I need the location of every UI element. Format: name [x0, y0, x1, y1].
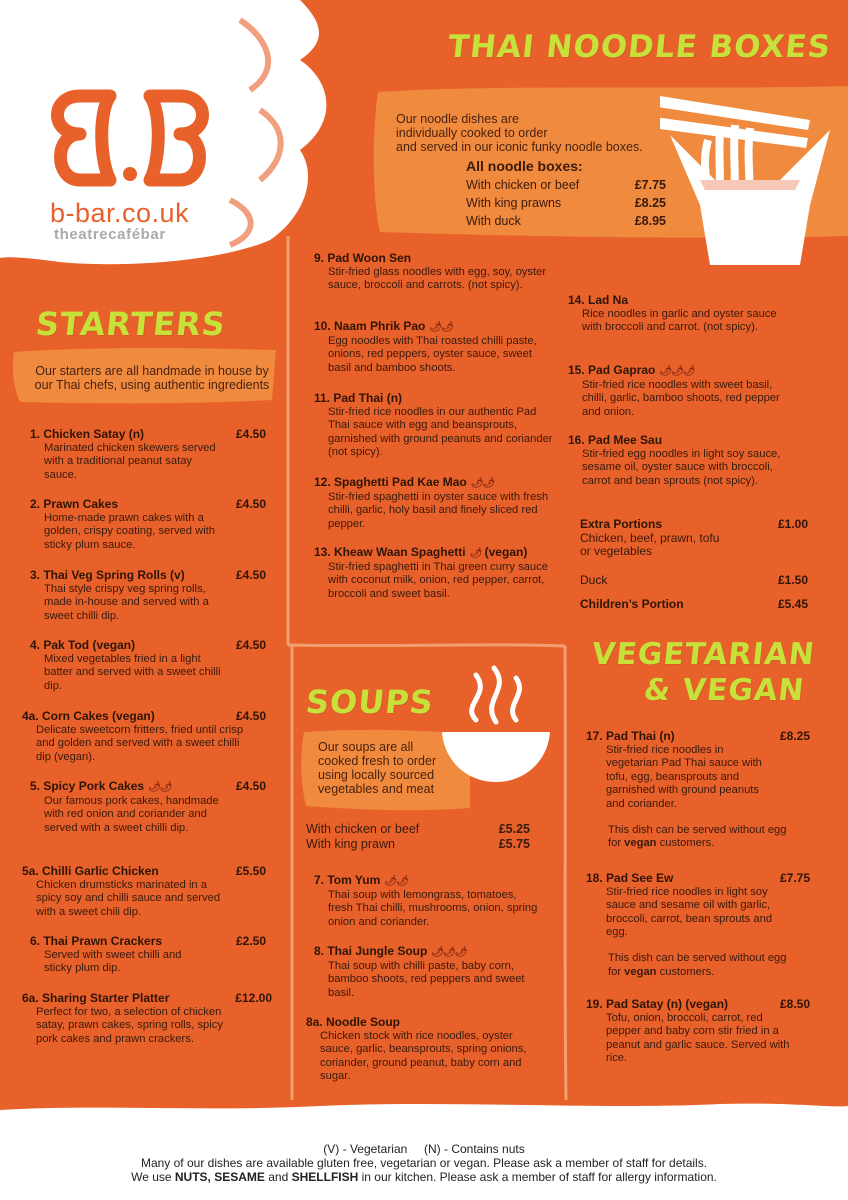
extra-label: Children’s Portion	[580, 597, 684, 611]
dish-name: 17. Pad Thai (n)	[586, 729, 675, 743]
noodles-price-row	[466, 196, 666, 214]
dish-price: £7.75	[779, 871, 810, 885]
dish-name: 19. Pad Satay (n) (vegan)	[586, 997, 729, 1011]
vegetarian-item	[586, 998, 810, 1066]
dish-description: Stir-fried spaghetti in oyster sauce with fresh chilli, garlic, holy basil and finely sliced red pepper.	[328, 490, 549, 530]
dish-description: Stir-fried rice noodles in vegetarian Pad Thai sauce with tofu, egg, beansprouts and garnished with ground peanuts and coriander.	[606, 743, 762, 810]
dish-name: 14. Lad Na	[568, 293, 629, 307]
extra-duck	[580, 574, 808, 588]
soups-price-row	[306, 837, 530, 852]
dish-description: Stir-fried egg noodles in light soy sauce, sesame oil, oyster sauce with broccoli, carrot and bean sprouts (not spicy).	[582, 447, 781, 487]
noodles-price-list	[466, 178, 666, 232]
starter-item	[22, 865, 266, 919]
allergy-text: and	[264, 1170, 292, 1184]
dish-name: 12. Spaghetti Pad Kae Mao	[314, 475, 467, 489]
chilli-icon: 🌶🌶	[429, 322, 453, 333]
dish-name: 3. Thai Veg Spring Rolls (v)	[30, 568, 185, 582]
dish-price: £4.50	[235, 568, 266, 582]
extra-portions	[580, 518, 808, 559]
dish-description: Rice noodles in garlic and oyster sauce with broccoli and carrot. (not spicy).	[582, 307, 777, 334]
starter-item	[30, 935, 266, 976]
dish-price: £2.50	[235, 934, 266, 948]
starters-intro	[28, 364, 276, 392]
dish-description: Tofu, onion, broccoli, carrot, red pepper and baby corn stir fried in a peanut and garlic sauce. Served with rice.	[606, 1011, 790, 1065]
dish-description: Delicate sweetcorn fritters, fried until crisp and golden and served with a sweet chilli dip (vegan).	[36, 723, 244, 763]
starter-item	[30, 498, 266, 552]
dish-name: 9. Pad Woon Sen	[314, 251, 412, 265]
noodles-option-price: £7.75	[634, 178, 666, 192]
dish-name: 18. Pad See Ew	[586, 871, 674, 885]
vegetarian-title-line2: & VEGAN	[642, 673, 807, 708]
noodles-intro-line: Our noodle dishes are	[396, 112, 519, 126]
dish-price: £4.50	[235, 427, 266, 441]
dish-price: £12.00	[235, 991, 272, 1005]
soups-intro	[318, 740, 468, 796]
vegan-note	[586, 824, 796, 851]
dish-name: 6a. Sharing Starter Platter	[22, 991, 170, 1005]
allergy-text: We use	[131, 1170, 175, 1184]
dish-name: 11. Pad Thai (n)	[314, 391, 403, 405]
vegetarian-item	[586, 872, 810, 979]
allergy-bold: NUTS, SESAME	[174, 1170, 265, 1184]
soups-title: SOUPS	[304, 683, 436, 721]
dish-price: £8.50	[779, 997, 810, 1011]
vegan-note-text: This dish can be served without egg for	[608, 823, 787, 850]
noodles-option-price: £8.25	[634, 196, 666, 210]
noodle-box-icon	[660, 70, 840, 270]
dish-name: 1. Chicken Satay (n)	[30, 427, 145, 441]
extra-price: £5.45	[777, 597, 808, 611]
starter-item	[30, 569, 266, 623]
dish-name: 4a. Corn Cakes (vegan)	[22, 709, 155, 723]
dish-name: 15. Pad Gaprao	[568, 363, 656, 377]
dish-description: Served with sweet chilli and sticky plum dip.	[44, 948, 182, 975]
dish-suffix: (vegan)	[484, 545, 528, 559]
dish-description: Stir-fried rice noodles in our authentic Pad Thai sauce with egg and beansprouts, garnished with ground peanuts and coriander (not spicy).	[328, 405, 553, 459]
dish-name: 13. Kheaw Waan Spaghetti	[314, 545, 466, 559]
extra-childrens-portion	[580, 598, 808, 612]
chilli-icon: 🌶🌶	[148, 782, 172, 793]
dish-description: Thai soup with lemongrass, tomatoes, fresh Thai chilli, mushrooms, onion, spring onion and coriander.	[328, 888, 538, 928]
footer	[0, 1132, 848, 1200]
noodles-all-label: All noodle boxes:	[466, 158, 583, 174]
dish-name: 7. Tom Yum	[314, 873, 381, 887]
starter-item	[30, 780, 266, 835]
site-url[interactable]: b-bar.co.uk	[50, 198, 190, 228]
chilli-icon: 🌶🌶	[384, 876, 408, 887]
noodles-option-label: With king prawns	[466, 196, 562, 210]
soup-item	[306, 1016, 542, 1084]
noodles-title: THAI NOODLE BOXES	[446, 29, 833, 65]
dish-description: Mixed vegetables fried in a light batter and served with a sweet chilli dip.	[44, 652, 221, 692]
footer-allergy-note	[0, 1170, 848, 1184]
vegan-note-text: customers.	[656, 965, 715, 978]
soups-option-price: £5.25	[498, 822, 530, 836]
legend-nuts: (N) - Contains nuts	[424, 1142, 525, 1156]
footer-legend	[0, 1142, 848, 1156]
dish-name: 5a. Chilli Garlic Chicken	[22, 864, 159, 878]
vegan-note-text: customers.	[656, 837, 715, 850]
starter-item	[22, 992, 272, 1046]
dish-name: 4. Pak Tod (vegan)	[30, 638, 136, 652]
dish-description: Marinated chicken skewers served with a traditional peanut satay sauce.	[44, 441, 216, 481]
allergy-bold: SHELLFISH	[291, 1170, 359, 1184]
noodles-option-price: £8.95	[634, 214, 666, 228]
chilli-icon: 🌶🌶🌶	[431, 947, 467, 958]
noodles-price-row	[466, 214, 666, 232]
soup-item	[314, 874, 544, 929]
dish-description: Chicken stock with rice noodles, oyster sauce, garlic, beansprouts, spring onions, coriander, ground peanut, baby corn and sugar.	[320, 1029, 527, 1083]
starter-item	[30, 428, 266, 482]
dish-description: Thai soup with chilli paste, baby corn, bamboo shoots, red peppers and sweet basil.	[328, 959, 525, 999]
soups-intro-line: Our soups are all	[318, 740, 414, 754]
soups-option-price: £5.75	[498, 837, 530, 851]
chilli-icon: 🌶	[469, 548, 482, 559]
dish-description: Chicken drumsticks marinated in a spicy soy and chilli sauce and served with a sweet chili dip.	[36, 878, 221, 918]
noodles-option-label: With duck	[466, 214, 521, 228]
vegetarian-title: VEGETARIAN	[590, 637, 817, 672]
soups-option-label: With king prawn	[306, 837, 395, 851]
dish-name: 8a. Noodle Soup	[306, 1015, 401, 1029]
noodle-dish	[314, 546, 554, 601]
dish-name: 8. Thai Jungle Soup	[314, 944, 428, 958]
dish-description: Stir-fried rice noodles with sweet basil, chilli, garlic, bamboo shoots, red pepper and onion.	[582, 378, 780, 418]
noodle-dish	[568, 294, 798, 335]
footer-dietary-note: Many of our dishes are available gluten free, vegetarian or vegan. Please ask a member of staff for details.	[140, 1156, 708, 1170]
noodles-intro-line: individually cooked to order	[396, 126, 548, 140]
extra-label: Duck	[580, 573, 608, 587]
dish-name: 5. Spicy Pork Cakes	[30, 779, 145, 793]
dish-price: £4.50	[235, 497, 266, 511]
dish-description: Home-made prawn cakes with a golden, crispy coating, served with sticky plum sauce.	[44, 511, 216, 551]
dish-price: £4.50	[235, 779, 266, 793]
dish-name: 6. Thai Prawn Crackers	[30, 934, 163, 948]
dish-price: £5.50	[235, 864, 266, 878]
extra-label: Extra Portions	[580, 517, 663, 531]
brand-tagline: theatrecafébar	[54, 226, 166, 243]
starter-item	[30, 639, 266, 693]
noodle-dish	[314, 392, 554, 460]
dish-description: Stir-fried rice noodles in light soy sauce and sesame oil with garlic, broccoli, carrot, bean sprouts and egg.	[606, 885, 773, 939]
starter-item	[22, 710, 266, 764]
soups-intro-line: vegetables and meat	[318, 782, 435, 796]
dish-price: £8.25	[779, 729, 810, 743]
dish-description: Thai style crispy veg spring rolls, made in-house and served with a sweet chilli dip.	[44, 582, 209, 622]
extra-price: £1.00	[777, 517, 808, 531]
soups-price-list	[306, 822, 530, 852]
dish-price: £4.50	[235, 709, 266, 723]
noodles-price-row	[466, 178, 666, 196]
noodles-intro-line: and served in our iconic funky noodle boxes.	[396, 140, 643, 154]
dish-description: Stir-fried spaghetti in Thai green curry sauce with coconut milk, onion, red pepper, carrot, broccoli and sweet basil.	[328, 560, 548, 600]
noodle-dish	[314, 476, 554, 531]
dish-name: 16. Pad Mee Sau	[568, 433, 663, 447]
chilli-icon: 🌶🌶🌶	[659, 366, 695, 377]
noodles-intro	[396, 112, 666, 154]
legend-vegetarian: (V) - Vegetarian	[323, 1142, 408, 1156]
dish-description: Perfect for two, a selection of chicken satay, prawn cakes, spring rolls, spicy pork cakes and prawn crackers.	[36, 1005, 223, 1045]
vegan-note	[586, 952, 796, 979]
starters-intro-line: our Thai chefs, using authentic ingredients	[34, 378, 270, 392]
logo-icon	[40, 82, 220, 194]
noodles-option-label: With chicken or beef	[466, 178, 580, 192]
noodle-dish	[568, 434, 798, 488]
noodle-dish	[568, 364, 798, 419]
vegan-note-text: This dish can be served without egg for	[608, 951, 787, 978]
starters-title: STARTERS	[34, 305, 228, 343]
starters-intro-line: Our starters are all handmade in house by	[35, 364, 269, 378]
dish-description: Stir-fried glass noodles with egg, soy, oyster sauce, broccoli and carrots. (not spicy).	[328, 265, 547, 292]
dish-name: 2. Prawn Cakes	[30, 497, 119, 511]
dish-price: £4.50	[235, 638, 266, 652]
dish-description: Our famous pork cakes, handmade with red onion and coriander and served with a sweet chilli dip.	[44, 794, 219, 834]
extra-price: £1.50	[777, 573, 808, 587]
extra-description: Chicken, beef, prawn, tofu or vegetables	[580, 530, 720, 559]
soups-intro-line: using locally sourced	[318, 768, 435, 782]
chilli-icon: 🌶🌶	[470, 478, 495, 489]
soups-intro-line: cooked fresh to order	[318, 754, 437, 768]
vegan-note-bold: vegan	[624, 965, 657, 978]
allergy-text: in our kitchen. Please ask a member of staff for allergy information.	[358, 1170, 717, 1184]
soup-item	[314, 945, 544, 1000]
vegan-note-bold: vegan	[624, 837, 657, 850]
soups-price-row	[306, 822, 530, 837]
dish-name: 10. Naam Phrik Pao	[314, 319, 426, 333]
noodle-dish	[314, 252, 554, 293]
noodle-dish	[314, 320, 554, 375]
dish-description: Egg noodles with Thai roasted chilli paste, onions, red peppers, oyster sauce, sweet basil and bamboo shoots.	[328, 334, 537, 374]
soups-option-label: With chicken or beef	[306, 822, 420, 836]
vegetarian-item	[586, 730, 810, 851]
